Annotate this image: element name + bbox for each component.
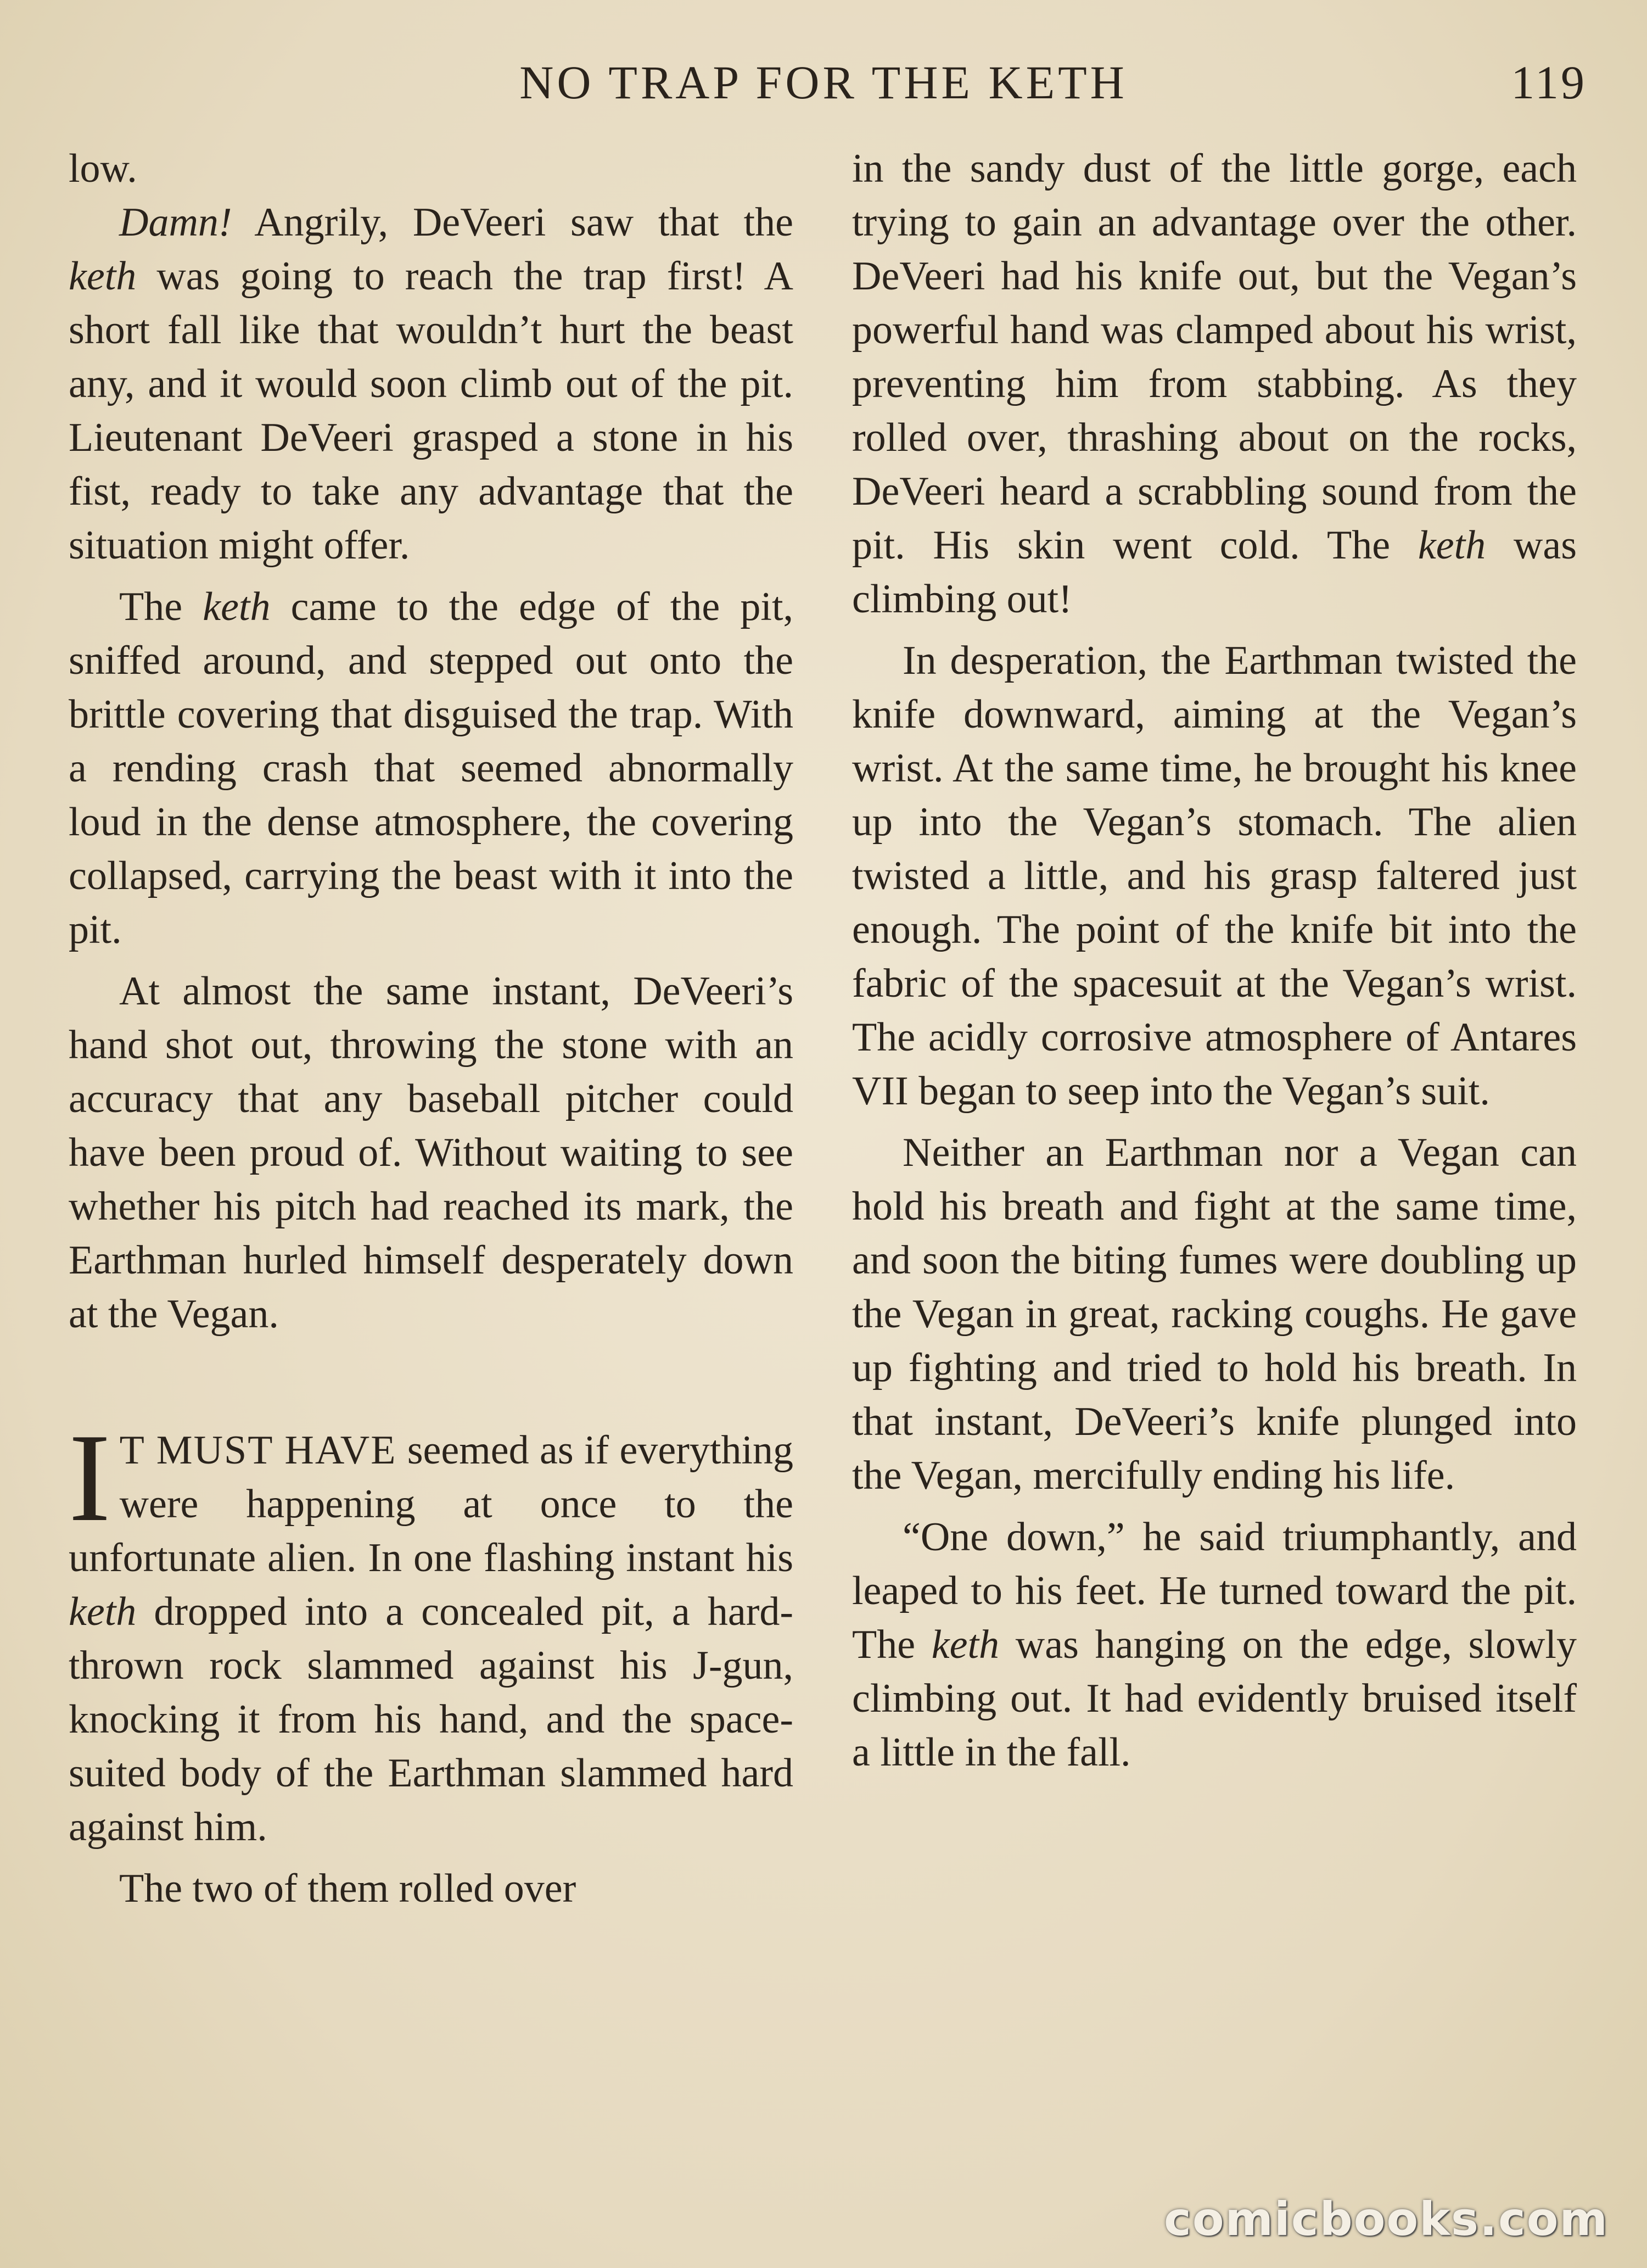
section-opening-paragraph: I T MUST HAVE seemed as if everything were happening at once to the unfortunate alien. In one flashing instant his keth dropped into a concealed pit, a hard-thrown rock slammed against his J-gun, knocking it from his hand, and the space-suited body of the Earthman slammed hard against him.: [69, 1407, 793, 1850]
paragraph: In desperation, the Earthman twisted the knife downward, aiming at the Vegan’s wrist. At the same time, he brought his knee up into the Vegan’s stomach. The alien twisted a little, and his grasp faltered just enough. The point of the knife bit into the fabric of the spacesuit at the Vegan’s wrist. The acidly corrosive atmosphere of Antares VII began to seep into the Vegan’s suit.: [852, 638, 1577, 1114]
paragraph: At almost the same instant, DeVeeri’s hand shot out, throwing the stone with an accuracy that any baseball pitcher could have been proud of. Without waiting to see whether his pitch had reached its mark, the Earthman hurled himself desperately down at the Vegan.: [69, 969, 793, 1337]
paragraph: The keth came to the edge of the pit, sniffed around, and stepped out onto the brittle covering that disguised the trap. With a rending crash that seemed abnormally loud in the dense atmosphere, the covering collapsed, carrying the beast with it into the pit.: [69, 584, 794, 952]
paragraph: Neither an Earthman nor a Vegan can hold his breath and fight at the same time, and soon the biting fumes were doubling up the Vegan in great, racking coughs. He gave up fighting and tried to hold his breath. In that instant, DeVeeri’s knife plunged into the Vegan, mercifully ending his life.: [852, 1130, 1577, 1498]
drop-cap: I: [69, 1407, 111, 1548]
paragraph: “One down,” he said triumphantly, and leaped to his feet. He turned toward the pit. The keth was hanging on the edge, slowly climbing out. It had evidently bruised itself a little in the fall.: [852, 1515, 1577, 1775]
left-column: [69, 142, 793, 1915]
paragraph: The two of them rolled over: [119, 1866, 576, 1911]
paragraph: in the sandy dust of the little gorge, each trying to gain an advantage over the other. DeVeeri had his knife out, but the Vegan’s powerful hand was clamped about his wrist, preventing him from stabbing. As they rolled over, thrashing about on the rocks, DeVeeri heard a scrabbling sound from the pit. His skin went cold. The keth was climbing out!: [852, 146, 1577, 622]
right-column: [852, 142, 1577, 1779]
page-header: [0, 52, 1647, 113]
page-number: 119: [1511, 56, 1587, 109]
watermark: comicbooks.com: [1164, 2192, 1609, 2246]
running-title: NO TRAP FOR THE KETH: [519, 56, 1128, 109]
paragraph: low.: [69, 146, 137, 191]
paragraph: Damn! Angrily, DeVeeri saw that the keth was going to reach the trap first! A short fall like that wouldn’t hurt the beast any, and it would soon climb out of the pit. Lieutenant DeVeeri grasped a stone in his fist, ready to take any advantage that the situation might offer.: [69, 200, 793, 568]
